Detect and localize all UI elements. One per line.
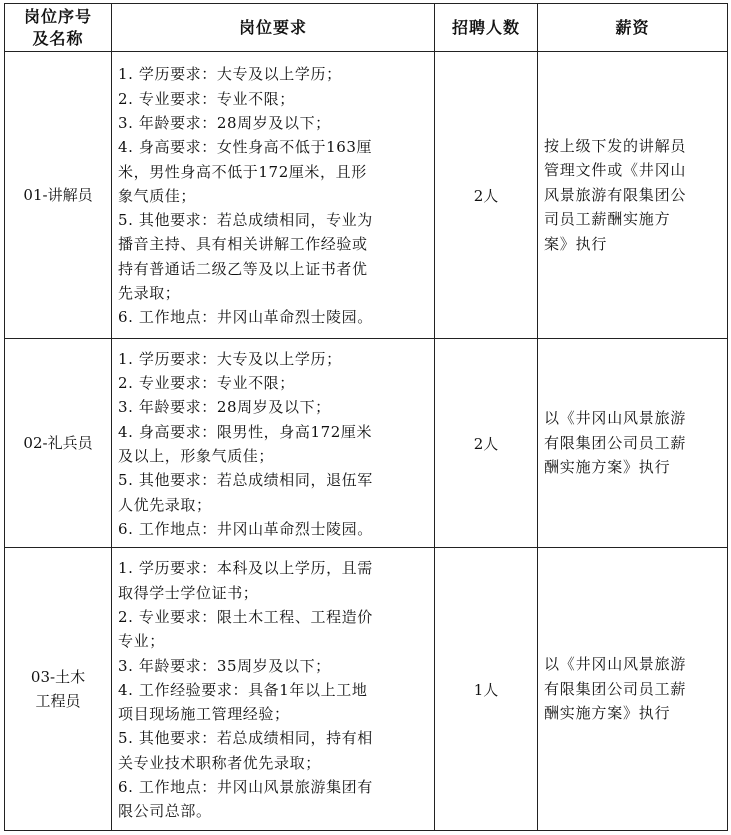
salary-line: 有限集团公司员工薪 xyxy=(544,433,687,452)
hiring-count: 2人 xyxy=(435,52,538,339)
salary-line: 案》执行 xyxy=(544,234,608,253)
requirement-line: 先录取； xyxy=(118,284,181,303)
requirement-line: 6. 工作地点：井冈山风景旅游集团有 xyxy=(118,778,373,797)
header-name-line: 岗位序号 xyxy=(23,6,92,26)
salary-line: 以《井冈山风景旅游 xyxy=(544,409,687,428)
requirement-line: 持有普通话二级乙等及以上证书者优 xyxy=(118,259,368,278)
recruitment-table xyxy=(4,3,728,831)
salary-line: 有限集团公司员工薪 xyxy=(544,679,687,698)
salary-line: 酬实施方案》执行 xyxy=(544,704,671,723)
header-name-line: 及名称 xyxy=(32,28,84,48)
requirement-line: 米，男性身高不低于172厘米，且形 xyxy=(118,162,367,181)
requirement-line: 1. 学历要求：大专及以上学历； xyxy=(118,65,342,84)
requirement-line: 6. 工作地点：井冈山革命烈士陵园。 xyxy=(118,519,373,538)
requirement-line: 2. 专业要求：专业不限； xyxy=(118,374,295,393)
position-name: 工程员 xyxy=(35,692,81,710)
requirement-line: 播音主持、具有相关讲解工作经验或 xyxy=(118,235,368,254)
requirement-line: 及以上，形象气质佳； xyxy=(118,447,275,465)
salary-line: 管理文件或《井冈山 xyxy=(544,161,687,180)
requirement-line: 6. 工作地点：井冈山革命烈士陵园。 xyxy=(118,308,373,327)
salary-cell xyxy=(538,52,728,339)
requirement-line: 4. 工作经验要求：具备1年以上工地 xyxy=(118,680,368,699)
salary-line: 司员工薪酬实施方 xyxy=(544,210,671,229)
position-name: 02-礼兵员 xyxy=(23,434,93,452)
salary-line: 风景旅游有限集团公 xyxy=(544,185,687,204)
salary-line: 按上级下发的讲解员 xyxy=(544,136,687,155)
requirement-line: 专业； xyxy=(118,632,165,651)
position-name: 03-土木 xyxy=(30,668,86,686)
requirement-line: 5. 其他要求：若总成绩相同，专业为 xyxy=(118,211,373,230)
requirement-line: 4. 身高要求：限男性，身高172厘米 xyxy=(118,422,373,441)
requirement-line: 3. 年龄要求：35周岁及以下； xyxy=(118,656,331,675)
requirement-line: 3. 年龄要求：28周岁及以下； xyxy=(118,398,331,417)
requirement-line: 取得学士学位证书； xyxy=(118,583,259,602)
hiring-count: 1人 xyxy=(435,548,538,831)
requirement-line: 5. 其他要求：若总成绩相同，退伍军 xyxy=(118,471,373,490)
header-row xyxy=(5,4,728,52)
requirement-line: 人优先录取； xyxy=(118,495,212,514)
hiring-count: 2人 xyxy=(435,339,538,548)
position-name-cell xyxy=(5,339,112,548)
header-salary: 薪资 xyxy=(538,4,728,52)
requirements-cell xyxy=(112,52,435,339)
requirement-line: 项目现场施工管理经验； xyxy=(118,705,290,724)
requirements-cell xyxy=(112,548,435,831)
salary-cell xyxy=(538,548,728,831)
requirement-line: 象气质佳； xyxy=(118,186,197,205)
salary-line: 以《井冈山风景旅游 xyxy=(544,655,687,674)
requirement-line: 4. 身高要求：女性身高不低于163厘 xyxy=(118,138,373,157)
requirement-line: 2. 专业要求：专业不限； xyxy=(118,89,295,108)
header-name xyxy=(5,4,112,52)
table-row xyxy=(5,548,728,831)
requirement-line: 5. 其他要求：若总成绩相同，持有相 xyxy=(118,729,373,748)
requirement-line: 1. 学历要求：本科及以上学历，且需 xyxy=(118,559,373,578)
position-name-cell xyxy=(5,52,112,339)
requirement-line: 1. 学历要求：大专及以上学历； xyxy=(118,349,342,368)
table-row xyxy=(5,339,728,548)
requirement-line: 2. 专业要求：限土木工程、工程造价 xyxy=(118,607,373,626)
header-count: 招聘人数 xyxy=(435,4,538,52)
header-requirements: 岗位要求 xyxy=(112,4,435,52)
position-name-cell xyxy=(5,548,112,831)
table-row xyxy=(5,52,728,339)
requirement-line: 关专业技术职称者优先录取； xyxy=(118,753,321,772)
salary-cell xyxy=(538,339,728,548)
requirement-line: 限公司总部。 xyxy=(118,802,212,821)
requirement-line: 3. 年龄要求：28周岁及以下； xyxy=(118,113,331,132)
requirements-cell xyxy=(112,339,435,548)
position-name: 01-讲解员 xyxy=(23,186,93,204)
salary-line: 酬实施方案》执行 xyxy=(544,458,671,477)
